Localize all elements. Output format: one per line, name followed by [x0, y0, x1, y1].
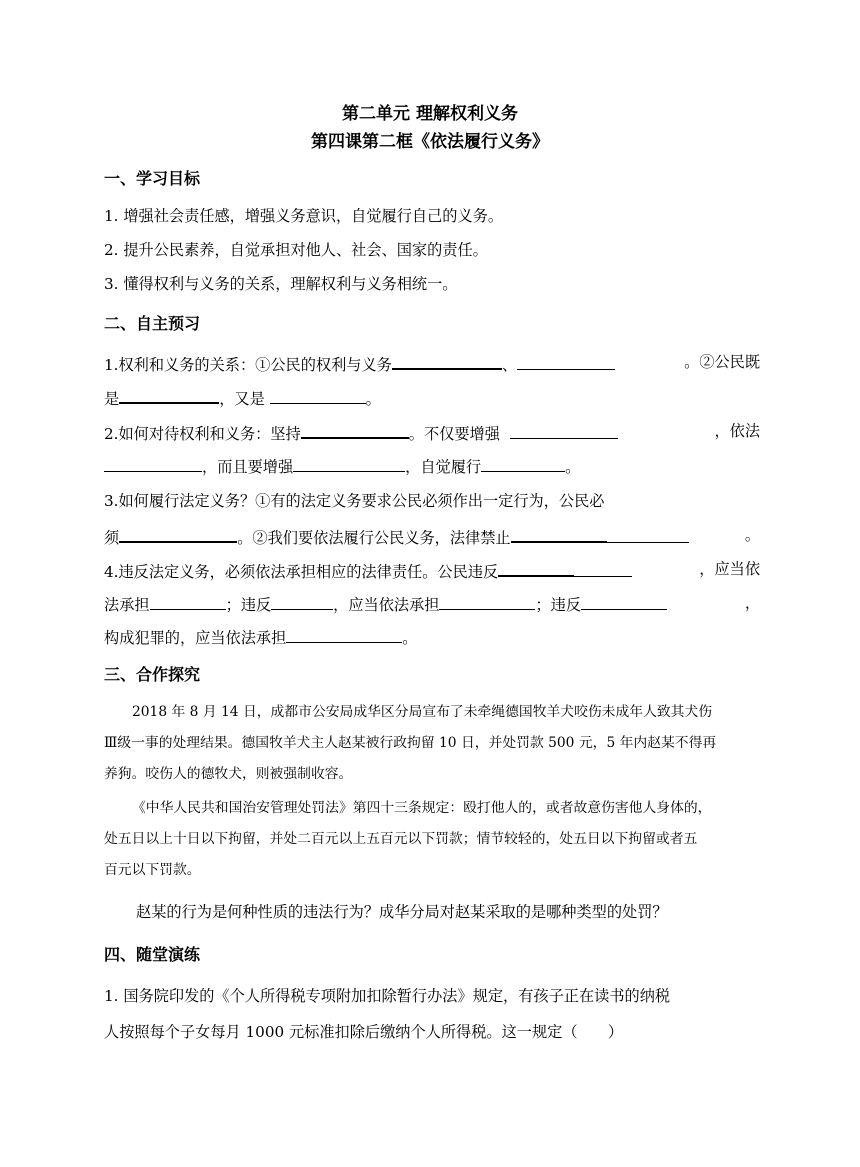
- q1-text: 。②公民既: [684, 353, 760, 371]
- q2-text: ，自觉履行: [405, 458, 482, 476]
- section-heading-practice: 四、随堂演练: [104, 945, 201, 964]
- lesson-title: 第四课第二框《依法履行义务》: [311, 132, 549, 152]
- q3-text: 须: [104, 529, 120, 547]
- q1-text: 、: [501, 356, 518, 374]
- fill-blank[interactable]: [286, 625, 402, 643]
- preview-question-4-line3: [104, 625, 760, 649]
- q4-text: ；违反: [535, 596, 581, 614]
- q4-text: ，: [744, 594, 760, 612]
- fill-blank[interactable]: [581, 592, 667, 610]
- preview-question-4-line2: [104, 592, 760, 616]
- q1-text: 1.权利和义务的关系：①公民的权利与义务: [104, 356, 392, 374]
- law-paragraph-line: 处五日以上十日以下拘留，并处二百元以上五百元以下罚款；情节较轻的，处五日以下拘留或者五: [104, 831, 698, 847]
- q4-text: 。: [402, 629, 418, 647]
- section-heading-preview: 二、自主预习: [104, 314, 201, 333]
- fill-blank[interactable]: [510, 421, 618, 439]
- case-paragraph-line: Ⅲ级一事的处理结果。德国牧羊犬主人赵某被行政拘留 10 日，并处罚款 500 元，5 年内赵某不得再: [104, 735, 717, 751]
- q1-text: ，又是: [219, 390, 265, 408]
- practice-question-line: 1. 国务院印发的《个人所得税专项附加扣除暂行办法》规定，有孩子正在读书的纳税: [104, 987, 671, 1005]
- preview-question-3-line2: [104, 524, 760, 549]
- preview-question-4-line1: [104, 558, 760, 583]
- q4-text: ，应当依: [699, 560, 760, 578]
- fill-blank[interactable]: [150, 592, 226, 610]
- fill-blank[interactable]: [511, 524, 607, 543]
- preview-question-1-line2: [104, 385, 760, 410]
- q1-text: 。: [365, 390, 381, 408]
- q2-text: 。不仅要增强: [408, 425, 500, 443]
- q4-text: 构成犯罪的，应当依法承担: [104, 629, 287, 647]
- preview-question-1-line1: [104, 351, 760, 376]
- fill-blank[interactable]: [574, 559, 632, 577]
- q4-text: 4.违反法定义务，必须依法承担相应的法律责任。公民违反: [104, 563, 499, 581]
- objective-item: 1. 增强社会责任感，增强义务意识，自觉履行自己的义务。: [104, 207, 504, 225]
- preview-question-2-line2: [104, 454, 760, 478]
- section-heading-explore: 三、合作探究: [104, 665, 201, 684]
- fill-blank[interactable]: [517, 352, 615, 370]
- law-paragraph-line: 百元以下罚款。: [104, 862, 201, 878]
- objective-item: 3. 懂得权利与义务的关系，理解权利与义务相统一。: [104, 275, 458, 293]
- objective-item: 2. 提升公民素养，自觉承担对他人、社会、国家的责任。: [104, 241, 488, 259]
- q2-text: ，而且要增强: [202, 458, 294, 476]
- preview-question-3-line1: 3.如何履行法定义务？①有的法定义务要求公民必须作出一定行为，公民必: [104, 492, 605, 510]
- fill-blank[interactable]: [293, 454, 405, 472]
- q2-text: 2.如何对待权利和义务：坚持: [104, 425, 301, 443]
- fill-blank[interactable]: [119, 524, 237, 543]
- fill-blank[interactable]: [104, 454, 202, 472]
- q1-text: 是: [104, 390, 120, 408]
- case-paragraph-line: 2018 年 8 月 14 日，成都市公安局成华区分局宣布了未牵绳德国牧羊犬咬伤未成年人致其犬伤: [132, 704, 713, 720]
- fill-blank[interactable]: [481, 454, 565, 472]
- fill-blank[interactable]: [301, 420, 409, 439]
- q3-text: 。: [744, 526, 760, 544]
- section-heading-objectives: 一、学习目标: [104, 169, 201, 188]
- discussion-question: 赵某的行为是何种性质的违法行为？成华分局对赵某采取的是哪种类型的处罚？: [136, 903, 668, 921]
- fill-blank[interactable]: [270, 386, 366, 404]
- preview-question-2-line1: [104, 420, 760, 445]
- fill-blank[interactable]: [607, 525, 689, 543]
- q4-text: ；违反: [225, 596, 272, 614]
- q2-text: 。: [565, 458, 581, 476]
- q3-text: 。②我们要依法履行公民义务，法律禁止: [237, 529, 511, 547]
- q4-text: 法承担: [104, 596, 150, 614]
- case-paragraph-line: 养狗。咬伤人的德牧犬，则被强制收容。: [104, 766, 353, 782]
- law-paragraph-line: 《中华人民共和国治安管理处罚法》第四十三条规定：殴打他人的，或者故意伤害他人身体的，: [132, 800, 712, 816]
- fill-blank[interactable]: [439, 592, 535, 610]
- fill-blank[interactable]: [271, 592, 333, 610]
- fill-blank[interactable]: [498, 558, 574, 577]
- practice-question-line: 人按照每个子女每月 1000 元标准扣除后缴纳个人所得税。这一规定（ ）: [104, 1023, 624, 1041]
- unit-title: 第二单元 理解权利义务: [342, 104, 518, 124]
- fill-blank[interactable]: [392, 351, 502, 370]
- q2-text: ，依法: [714, 422, 760, 440]
- q4-text: ，应当依法承担: [333, 596, 440, 614]
- fill-blank[interactable]: [119, 385, 219, 404]
